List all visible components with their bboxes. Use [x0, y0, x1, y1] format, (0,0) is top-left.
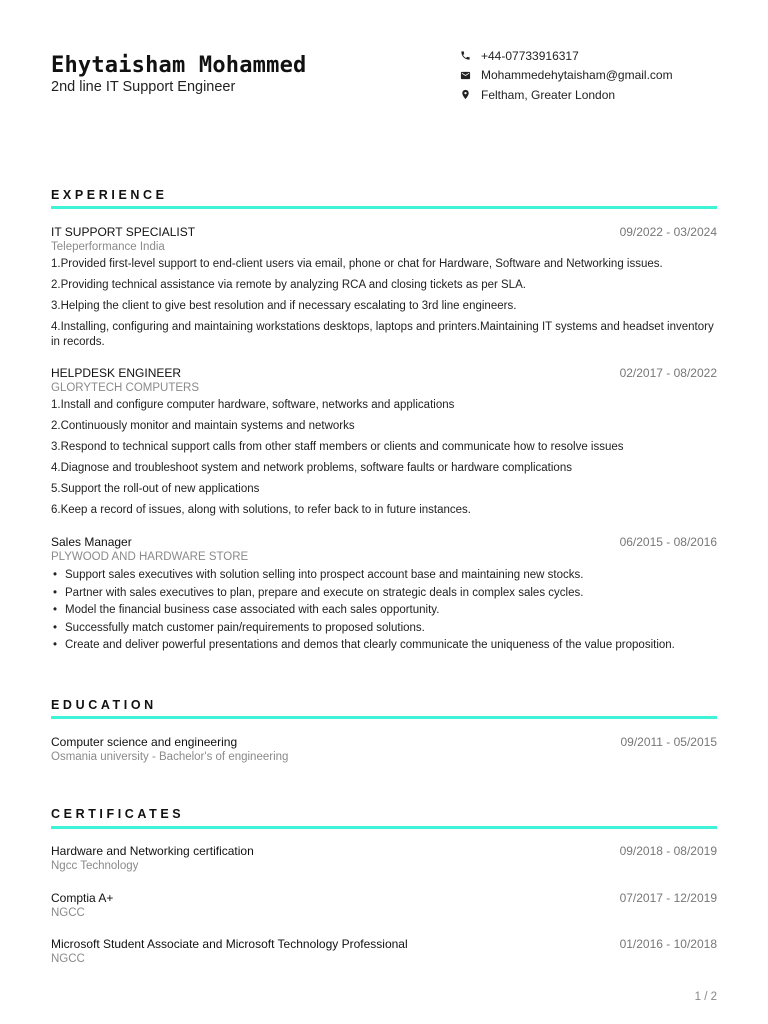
bullet-text: Successfully match customer pain/requirements to proposed solutions. [65, 621, 425, 634]
list-item: • Partner with sales executives to plan, prepare and execute on strategic deals in complex sales cycles. [53, 586, 584, 599]
job-bullet-list [51, 567, 717, 655]
contact-email [458, 66, 673, 86]
list-item: • Successfully match customer pain/requirements to proposed solutions. [53, 621, 425, 634]
certificate-dates: 07/2017 - 12/2019 [619, 891, 717, 905]
job-dates: 09/2022 - 03/2024 [619, 225, 717, 239]
job-company: Teleperformance India [51, 241, 165, 253]
section-divider [51, 826, 717, 829]
page-number: 1 / 2 [694, 991, 717, 1003]
job-title: HELPDESK ENGINEER [51, 366, 182, 380]
job-title: Sales Manager [51, 535, 132, 549]
section-divider [51, 716, 717, 719]
certificate-issuer: NGCC [51, 953, 85, 965]
location-pin-icon [458, 88, 472, 102]
bullet-text: Model the financial business case associated with each sales opportunity. [65, 604, 440, 616]
certificate-dates: 01/2016 - 10/2018 [619, 937, 717, 951]
job-duty: 3.Respond to technical support calls from other staff members or clients and communicate how to resolve issues [51, 441, 624, 453]
certificate-dates: 09/2018 - 08/2019 [619, 844, 717, 858]
job-duty: 4.Installing, configuring and maintaining workstations desktops, laptops and printers.Maintaining IT systems and headset inventory in records. [51, 321, 714, 348]
contact-info [458, 46, 673, 105]
job-duty: 5.Support the roll-out of new applications [51, 483, 260, 495]
certificate-title: Hardware and Networking certification [51, 844, 254, 858]
bullet-text: Partner with sales executives to plan, prepare and execute on strategic deals in complex sales cycles. [65, 586, 584, 599]
certificate-entry [51, 891, 717, 921]
degree-dates: 09/2011 - 05/2015 [620, 735, 717, 749]
certificate-title: Microsoft Student Associate and Microsoft Technology Professional [51, 937, 408, 951]
contact-email-text: Mohammedehytaisham@gmail.com [481, 68, 673, 83]
job-duty: 2.Providing technical assistance via remote by analyzing RCA and closing tickets as per SLA. [51, 279, 526, 291]
certificate-issuer: Ngcc Technology [51, 860, 139, 872]
job-company: GLORYTECH COMPUTERS [51, 382, 200, 394]
job-dates: 06/2015 - 08/2016 [619, 535, 717, 549]
certificate-entry [51, 937, 717, 967]
mail-icon [458, 68, 472, 82]
experience-entry [51, 535, 717, 655]
section-title-certificates: CERTIFICATES [51, 807, 185, 821]
bullet-text: Create and deliver powerful presentations and demos that clearly communicate the uniqueness of the value proposition. [65, 639, 675, 651]
phone-icon [458, 49, 472, 63]
bullet-text: Support sales executives with solution selling into prospect account base and maintaining new stocks. [65, 569, 584, 581]
contact-location-text: Feltham, Greater London [481, 87, 616, 102]
section-title-experience: EXPERIENCE [51, 188, 168, 202]
contact-location [458, 85, 673, 105]
job-duty: 1.Install and configure computer hardware, software, networks and applications [51, 399, 455, 411]
experience-entry [51, 366, 717, 524]
section-divider [51, 206, 717, 209]
degree-institution: Osmania university - Bachelor's of engineering [51, 751, 289, 763]
contact-phone-text: +44-07733916317 [481, 48, 579, 63]
job-company: PLYWOOD AND HARDWARE STORE [51, 551, 249, 563]
candidate-role: 2nd line IT Support Engineer [51, 79, 236, 95]
list-item: • Support sales executives with solution selling into prospect account base and maintaining new stocks. [53, 569, 584, 581]
job-dates: 02/2017 - 08/2022 [619, 366, 717, 380]
contact-phone [458, 46, 673, 66]
job-duty: 3.Helping the client to give best resolution and if necessary escalating to 3rd line engineers. [51, 300, 517, 312]
job-duty: 6.Keep a record of issues, along with solutions, to refer back to in future instances. [51, 504, 471, 516]
candidate-name: Ehytaisham Mohammed [51, 53, 307, 78]
certificate-issuer: NGCC [51, 907, 85, 919]
certificate-entry [51, 844, 717, 874]
job-duty: 4.Diagnose and troubleshoot system and network problems, software faults or hardware complications [51, 462, 572, 474]
list-item: • Create and deliver powerful presentations and demos that clearly communicate the uniqueness of the value proposition. [53, 639, 675, 651]
job-title: IT SUPPORT SPECIALIST [51, 225, 196, 239]
list-item: • Model the financial business case associated with each sales opportunity. [53, 604, 440, 616]
experience-entry [51, 225, 717, 356]
education-entry [51, 735, 717, 765]
certificate-title: Comptia A+ [51, 891, 114, 905]
job-duty: 1.Provided first-level support to end-client users via email, phone or chat for Hardware, Software and Networking issues. [51, 258, 663, 270]
section-title-education: EDUCATION [51, 698, 157, 712]
job-duty: 2.Continuously monitor and maintain systems and networks [51, 420, 355, 432]
degree-title: Computer science and engineering [51, 735, 238, 749]
